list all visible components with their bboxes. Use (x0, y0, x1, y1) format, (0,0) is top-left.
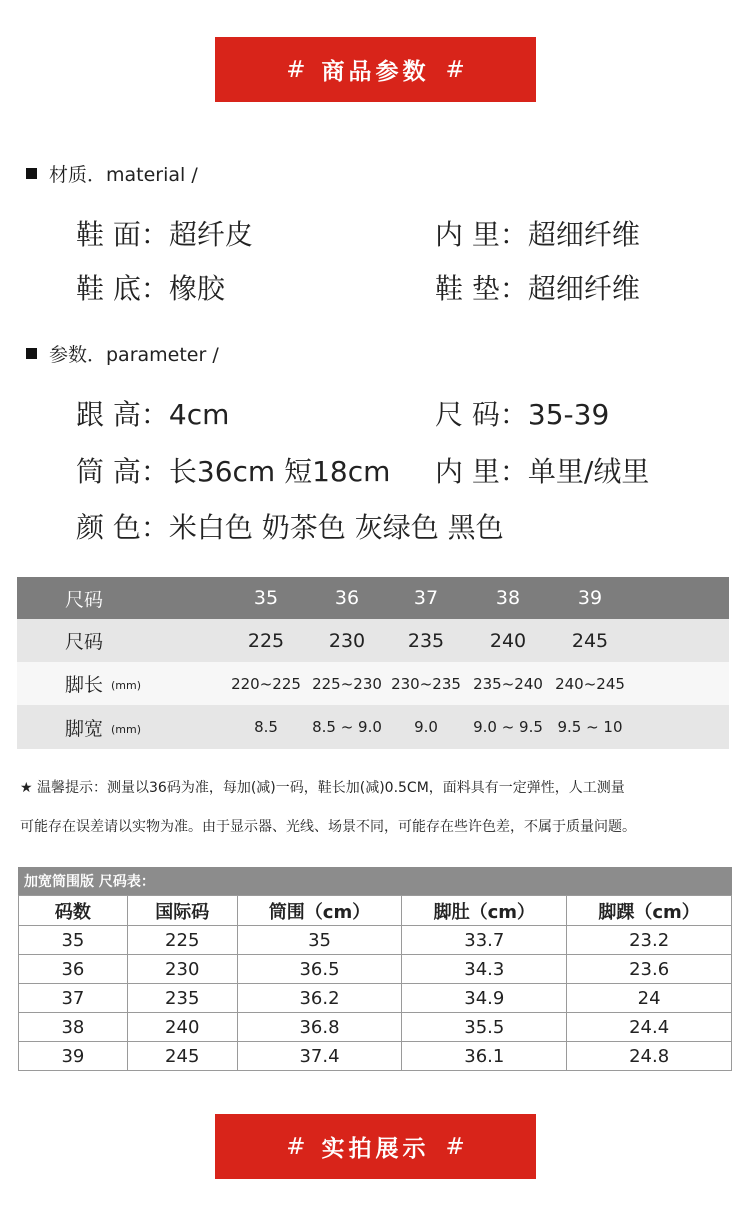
size-table-header-label: 尺码 (65, 588, 104, 611)
table-cell: 235~240 (473, 674, 543, 693)
hash-left: # (286, 56, 306, 83)
table-cell: 240~245 (555, 674, 625, 693)
table-cell: 34.3 (402, 955, 567, 984)
col-header: 国际码 (127, 896, 237, 926)
row-label: 尺码 (65, 631, 104, 653)
table-cell: 230 (127, 955, 237, 984)
spec-sole: 鞋 底：橡胶 (76, 272, 225, 305)
table-cell: 35.5 (402, 1013, 567, 1042)
parameter-heading-text: 参数．parameter / (49, 344, 219, 366)
table-cell: 230~235 (391, 674, 461, 693)
col-header: 脚踝（cm） (567, 896, 732, 926)
hash-left: # (286, 1133, 306, 1160)
table-cell: 36.8 (237, 1013, 402, 1042)
table-cell: 220~225 (231, 674, 301, 693)
banner-real-shots (215, 1114, 536, 1179)
table-cell: 8.5 ~ 9.0 (312, 718, 382, 736)
col-header: 筒围（cm） (237, 896, 402, 926)
size-table-row (17, 662, 729, 705)
table-cell: 245 (571, 629, 609, 652)
banner-title: 商品参数 (321, 59, 430, 85)
size-table-row (17, 705, 729, 749)
banner-title: 实拍展示 (321, 1136, 430, 1162)
wide-table-title: 加宽筒围版 尺码表： (18, 867, 732, 895)
table-cell: 24 (567, 984, 732, 1013)
table-row (19, 1042, 732, 1071)
table-cell: 23.6 (567, 955, 732, 984)
table-cell: 38 (19, 1013, 128, 1042)
table-cell: 245 (127, 1042, 237, 1071)
table-cell: 37 (19, 984, 128, 1013)
size-cell: 39 (577, 587, 603, 609)
table-cell: 23.2 (567, 926, 732, 955)
table-cell: 36.5 (237, 955, 402, 984)
size-cell: 37 (413, 587, 439, 609)
row-label-text: 脚长 (65, 674, 104, 696)
spec-lining: 内 里：超细纤维 (435, 218, 640, 251)
size-cell: 38 (495, 587, 521, 609)
row-label (65, 705, 141, 749)
spec-upper: 鞋 面：超纤皮 (76, 218, 253, 251)
table-cell: 225 (127, 926, 237, 955)
row-unit: (mm) (111, 722, 142, 736)
table-cell: 230 (328, 629, 366, 652)
notice-line-1: ★ 温馨提示：测量以36码为准，每加(减)一码，鞋长加(减)0.5CM，面料具有一定弹性，人工测量 (20, 780, 625, 796)
spec-shaft-height: 筒 高：长36cm 短18cm (76, 455, 391, 488)
parameter-heading (26, 340, 219, 367)
table-cell: 34.9 (402, 984, 567, 1013)
hash-right: # (445, 1133, 465, 1160)
row-label (65, 662, 141, 705)
spec-inner-lining: 内 里：单里/绒里 (435, 455, 650, 488)
table-cell: 9.5 ~ 10 (557, 718, 623, 736)
material-heading-text: 材质．material / (49, 164, 198, 186)
spec-colors: 颜 色：米白色 奶茶色 灰绿色 黑色 (76, 511, 504, 544)
square-bullet-icon (26, 168, 37, 179)
size-table-row (17, 619, 729, 662)
col-header: 码数 (19, 896, 128, 926)
table-cell: 33.7 (402, 926, 567, 955)
table-cell: 36.2 (237, 984, 402, 1013)
table-cell: 8.5 (254, 718, 278, 736)
table-cell: 9.0 (414, 718, 438, 736)
table-cell: 24.8 (567, 1042, 732, 1071)
wide-size-table (18, 895, 732, 1071)
table-cell: 39 (19, 1042, 128, 1071)
col-header: 脚肚（cm） (402, 896, 567, 926)
row-unit: (mm) (111, 679, 142, 692)
banner-product-params (215, 37, 536, 102)
table-cell: 225~230 (312, 674, 382, 693)
size-cell: 35 (253, 587, 279, 609)
table-row (19, 1013, 732, 1042)
spec-insole: 鞋 垫：超细纤维 (435, 272, 640, 305)
table-row (19, 955, 732, 984)
size-table-header (17, 577, 729, 619)
size-table (17, 577, 729, 749)
table-row (19, 984, 732, 1013)
table-cell: 24.4 (567, 1013, 732, 1042)
table-cell: 235 (407, 629, 445, 652)
table-cell: 37.4 (237, 1042, 402, 1071)
spec-size-range: 尺 码：35-39 (435, 398, 610, 431)
hash-right: # (445, 56, 465, 83)
size-cell: 36 (334, 587, 360, 609)
table-cell: 240 (489, 629, 527, 652)
material-heading (26, 160, 198, 187)
row-label-text: 脚宽 (65, 717, 104, 740)
table-cell: 35 (237, 926, 402, 955)
table-cell: 36.1 (402, 1042, 567, 1071)
wide-table-header-row (19, 896, 732, 926)
spec-heel-height: 跟 高：4cm (76, 398, 230, 431)
table-cell: 235 (127, 984, 237, 1013)
table-cell: 35 (19, 926, 128, 955)
notice-line-2: 可能存在误差请以实物为准。由于显示器、光线、场景不同，可能存在些许色差，不属于质量问题。 (20, 819, 636, 835)
table-row (19, 926, 732, 955)
table-cell: 240 (127, 1013, 237, 1042)
square-bullet-icon (26, 348, 37, 359)
table-cell: 225 (247, 629, 285, 652)
table-cell: 36 (19, 955, 128, 984)
table-cell: 9.0 ~ 9.5 (473, 718, 543, 736)
